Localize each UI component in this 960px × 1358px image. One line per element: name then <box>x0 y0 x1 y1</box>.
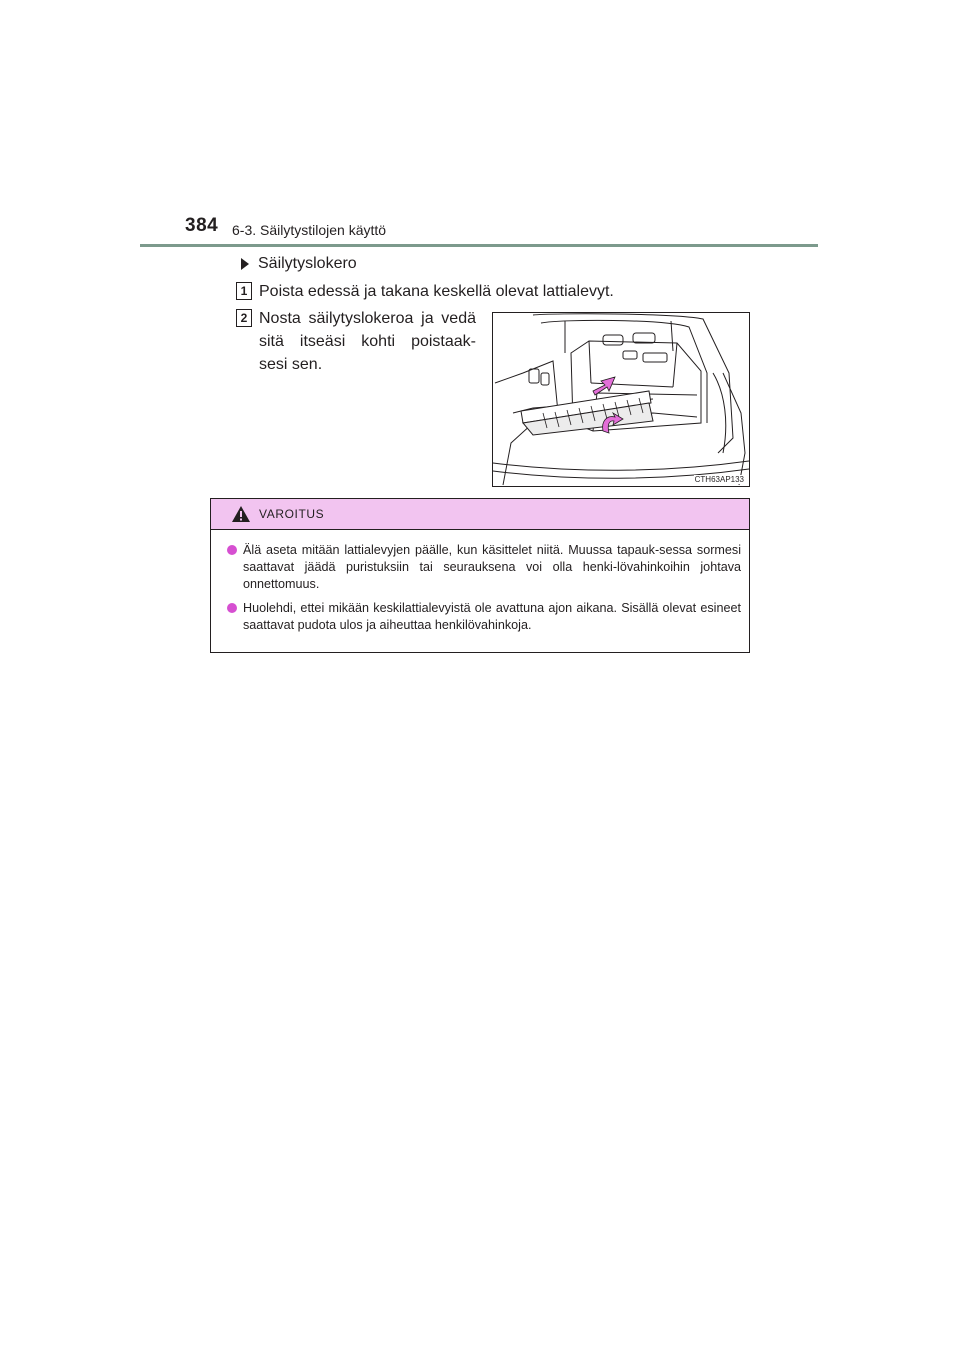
car-trunk-icon <box>493 313 749 486</box>
warning-item <box>225 542 741 593</box>
warning-item-text: Huolehdi, ettei mikään keskilattialevyistä ole avattuna ajon aikana. Sisällä olevat esineet saattavat pudota ulos ja aiheuttaa henkilövahinkoja. <box>243 601 741 632</box>
warning-body <box>211 530 749 634</box>
section-title: 6-3. Säilytystilojen käyttö <box>232 222 387 238</box>
subheading <box>241 255 357 273</box>
lift-arrow <box>593 377 615 395</box>
warning-label: VAROITUS <box>259 507 325 521</box>
step-number-2: 2 <box>236 309 252 327</box>
step-2-line: Nosta säilytyslokeroa ja vedä <box>259 310 476 327</box>
triangle-bullet-icon <box>241 258 249 270</box>
step-number-1: 1 <box>236 282 252 300</box>
bullet-icon <box>227 603 237 613</box>
step-1-text: Poista edessä ja takana keskellä olevat lattialevyt. <box>259 283 614 300</box>
page-number: 384 <box>185 215 219 236</box>
warning-box <box>210 498 750 653</box>
warning-item-text: Älä aseta mitään lattialevyjen päälle, kun käsittelet niitä. Muussa tapauk-sessa sormesi saattavat jäädä puristuksiin tai seurauksena voi olla henki-lövahinkoihin johtava onnettomuus. <box>243 543 741 591</box>
figure-code: CTH63AP133 <box>694 475 744 484</box>
step-2-line: sesi sen. <box>259 356 323 373</box>
warning-header <box>211 499 749 530</box>
step-2-text <box>259 307 476 376</box>
trunk-illustration <box>492 312 750 487</box>
warning-item <box>225 600 741 634</box>
subheading-label: Säilytyslokero <box>258 255 357 272</box>
bullet-icon <box>227 545 237 555</box>
warning-triangle-icon <box>231 505 251 523</box>
header-rule <box>140 244 818 247</box>
step-2-line: sitä itseäsi kohti poistaak- <box>259 333 476 350</box>
